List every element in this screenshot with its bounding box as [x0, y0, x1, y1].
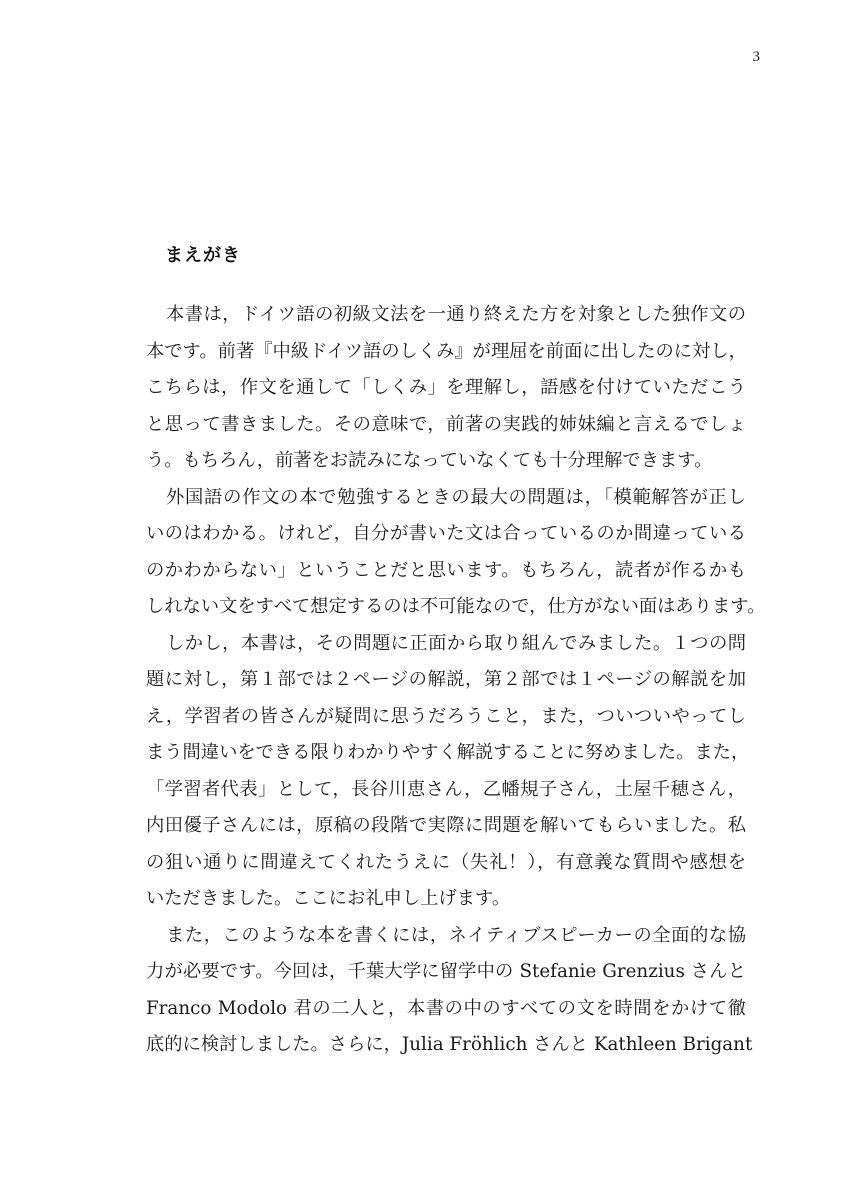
- text-line: いのはわかる。けれど，自分が書いた文は合っているのか間違っている: [146, 523, 746, 544]
- text-line: え，学習者の皆さんが疑問に思うだろうこと，また，ついついやってし: [146, 705, 746, 727]
- text-line: しれない文をすべて想定するのは不可能なので，仕方がない面はあります。: [146, 596, 766, 617]
- text-line: う。もちろん，前著をお読みになっていなくても十分理解できます。: [146, 450, 713, 471]
- text-line: 題に対し，第１部では２ページの解説，第２部では１ページの解説を加: [146, 669, 746, 690]
- text-line: 外国語の作文の本で勉強するときの最大の問題は，「模範解答が正し: [166, 486, 746, 508]
- text-line: 内田優子さんには，原稿の段階で実際に問題を解いてもらいました。私: [146, 815, 746, 836]
- preface-body: [146, 297, 766, 1064]
- text-line: まう間違いをできる限りわかりやすく解説することに努めました。また，: [146, 742, 750, 763]
- text-line: 「学習者代表」として，長谷川恵さん，乙幡規子さん，土屋千穂さん，: [146, 778, 746, 800]
- section-heading: まえがき: [165, 245, 241, 266]
- text-line: Franco Modolo 君の二人と，本書の中のすべての文を時間をかけて徹: [146, 997, 746, 1019]
- text-line: いただきました。ここにお礼申し上げます。: [146, 888, 511, 909]
- text-line: と思って書きました。その意味で，前著の実践的姉妹編と言えるでしょ: [146, 413, 746, 435]
- text-line: 本です。前著『中級ドイツ語のしくみ』が理屈を前面に出したのに対し，: [146, 340, 747, 362]
- page-number: 3: [752, 49, 760, 65]
- text-line: また，このような本を書くには，ネイティブスピーカーの全面的な協: [166, 924, 746, 946]
- text-line: 力が必要です。今回は，千葉大学に留学中の Stefanie Grenzius さんと: [146, 961, 746, 982]
- text-line: こちらは，作文を通して「しくみ」を理解し，語感を付けていただこう: [146, 377, 746, 398]
- text-line: の狙い通りに間違えてくれたうえに（失礼！），有意義な質問や感想を: [146, 851, 746, 873]
- text-line: 本書は，ドイツ語の初級文法を一通り終えた方を対象とした独作文の: [166, 304, 746, 325]
- text-line: しかし，本書は，その問題に正面から取り組んでみました。１つの問: [166, 632, 746, 654]
- text-line: 底的に検討しました。さらに，Julia Fröhlich さんと Kathleen Brigant: [146, 1034, 753, 1055]
- text-line: のかわからない」ということだと思います。もちろん，読者が作るかも: [146, 559, 746, 581]
